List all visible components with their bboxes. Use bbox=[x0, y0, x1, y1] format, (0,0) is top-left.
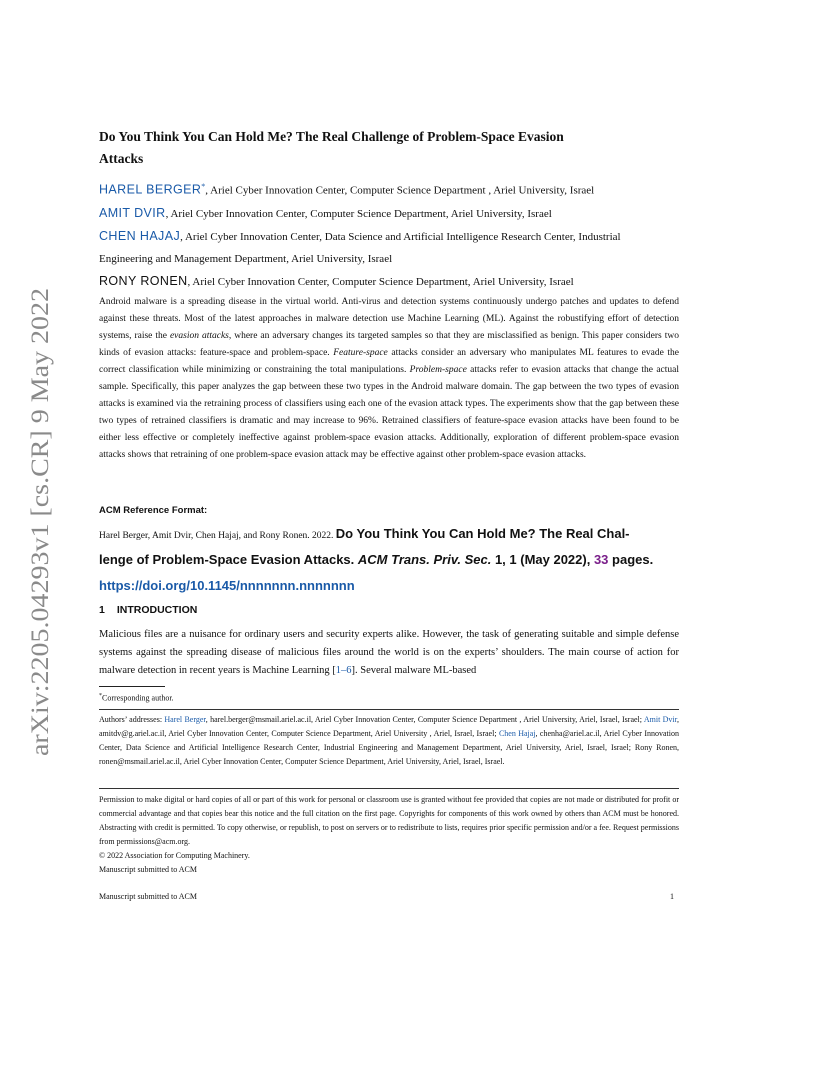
footnote-rule bbox=[99, 686, 165, 687]
section-heading bbox=[99, 604, 679, 616]
title-line-1: Do You Think You Can Hold Me? The Real Challenge of Problem-Space Evasion bbox=[99, 129, 564, 144]
address-text: , amitdv@g.ariel.ac.il, Ariel Cyber Innovation Center, Computer Science Department, Ariel University , Ariel, Israel, Israel; bbox=[99, 715, 679, 738]
abstract-text: attacks consider an adversary who manipulates ML features to evade the correct classification while minimizing or constraining the total manipulations. bbox=[99, 348, 679, 375]
acm-reference-authors: Harel Berger, Amit Dvir, Chen Hajaj, and Rony Ronen. 2022. bbox=[99, 531, 336, 541]
author-name-link[interactable]: AMIT DVIR bbox=[99, 205, 166, 220]
acm-reference-heading: ACM Reference Format: bbox=[99, 505, 208, 516]
address-name-link[interactable]: Amit Dvir bbox=[643, 715, 677, 724]
author-list bbox=[99, 176, 679, 293]
address-text: , chenha@ariel.ac.il, Ariel Cyber Innovation Center, Data Science and Artificial Intelligence Research Center, Industrial Engineering and Management Department, Ariel University, Ariel, Israel, Israel; Rony Ronen, ronen@msmail.ariel.ac.il, Ariel Cyber Innovation Center, Computer Science Department, Ariel University, Ariel, Israel, Israel. bbox=[99, 729, 680, 766]
section-number: 1 bbox=[99, 604, 105, 616]
acm-reference-pages-word: pages. bbox=[608, 552, 654, 567]
author-affiliation: , Ariel Cyber Innovation Center, Computer Science Department, Ariel University, Israel bbox=[165, 207, 552, 220]
intro-text: ]. Several malware ML-based bbox=[351, 665, 477, 676]
acm-reference-journal: ACM Trans. Priv. Sec. bbox=[357, 552, 492, 567]
author-affiliation: , Ariel Cyber Innovation Center, Computer Science Department, Ariel University, Israel bbox=[187, 275, 574, 288]
paper-title bbox=[99, 126, 679, 170]
address-name-link[interactable]: Chen Hajaj bbox=[498, 729, 536, 738]
arxiv-stamp-svg bbox=[18, 286, 58, 756]
acm-reference-volume: 1, 1 (May 2022), bbox=[491, 552, 594, 567]
abstract bbox=[99, 294, 679, 464]
permission-rule bbox=[99, 788, 679, 789]
author-affiliation: , Ariel Cyber Innovation Center, Data Science and Artificial Intelligence Research Center, Industrial bbox=[180, 230, 621, 243]
abstract-emphasis: Problem-space bbox=[409, 365, 467, 375]
footnote-text: Corresponding author. bbox=[102, 693, 174, 703]
page-number: 1 bbox=[670, 892, 674, 901]
title-line-2: Attacks bbox=[99, 151, 144, 166]
acm-reference-pages-link[interactable]: 33 bbox=[593, 552, 609, 567]
author-affiliation: , Ariel Cyber Innovation Center, Computer Science Department , Ariel University, Israel bbox=[205, 184, 595, 197]
abstract-emphasis: Feature-space bbox=[333, 348, 388, 358]
doi-link[interactable]: https://doi.org/10.1145/nnnnnnn.nnnnnnn bbox=[99, 578, 355, 593]
section-title: INTRODUCTION bbox=[116, 604, 198, 616]
author-addresses bbox=[99, 713, 679, 769]
permission-notice bbox=[99, 793, 679, 877]
author-entry bbox=[99, 225, 679, 248]
addresses-rule bbox=[99, 709, 679, 710]
abstract-text: attacks refer to evasion attacks that change the actual sample. Specifically, this paper analyzes the gap between these two types in the Android malware domain. The gap between the two types of evasion attacks is examined via the retraining process of classifiers using each one of the evasion attack types. The experiments show that the gap between these two types of retrained classifiers is dramatic and may increase to 96%. Retrained classifiers of feature-space evasion attacks have been found to be either less effective or completely ineffective against problem-space evasion attacks. Additionally, exploration of different problem-space evasion attacks shows that retraining of one problem-space evasion attack may be effective against other problem-space evasion attacks. bbox=[99, 365, 679, 460]
author-footnote-mark[interactable]: * bbox=[201, 182, 206, 191]
author-entry bbox=[99, 202, 679, 225]
address-text: , harel.berger@msmail.ariel.ac.il, Ariel Cyber Innovation Center, Computer Science Department , Ariel University, Ariel, Israel, Israel; bbox=[205, 715, 644, 724]
author-name-link[interactable]: CHEN HAJAJ bbox=[99, 228, 181, 243]
acm-reference bbox=[99, 522, 679, 600]
acm-reference-title: Do You Think You Can Hold Me? The Real Chal- bbox=[335, 526, 630, 541]
intro-text: Malicious files are a nuisance for ordinary users and security experts alike. However, the task of generating suitable and simple defense systems against the spreading disease of malicious files around the world is on the experts’ shoulders. The main course of action for malware detection in recent years is Machine Learning [ bbox=[99, 629, 679, 676]
footnote bbox=[99, 690, 679, 705]
addresses-lead: Authors’ addresses: bbox=[99, 715, 165, 724]
arxiv-stamp-text: arXiv:2205.04293v1 [cs.CR] 9 May 2022 bbox=[27, 337, 54, 756]
author-name: RONY RONEN bbox=[99, 273, 188, 288]
abstract-text: , where an adversary changes its targeted samples so that they are misclassified as benign. This paper considers two kinds of evasion attacks: feature-space and problem-space. bbox=[99, 331, 679, 358]
abstract-text: Android malware is a spreading disease in the virtual world. Anti-virus and detection systems continuously undergo patches and updates to defend against these threats. Most of the latest approaches in malware detection use Machine Learning (ML). Against the robustifying effort of detection systems, raise the bbox=[99, 297, 679, 341]
author-affiliation-continued: Engineering and Management Department, Ariel University, Israel bbox=[99, 252, 393, 265]
abstract-emphasis: evasion attacks bbox=[169, 331, 229, 341]
address-name-link[interactable]: Harel Berger bbox=[164, 715, 206, 724]
copyright-line: © 2022 Association for Computing Machinery. bbox=[99, 851, 250, 860]
introduction-paragraph bbox=[99, 626, 679, 680]
author-entry bbox=[99, 176, 679, 202]
arxiv-stamp bbox=[18, 286, 58, 756]
author-name-link[interactable]: HAREL BERGER bbox=[99, 182, 202, 197]
citation-link[interactable]: 1–6 bbox=[335, 665, 352, 676]
permission-text: Permission to make digital or hard copies of all or part of this work for personal or classroom use is granted without fee provided that copies are not made or distributed for profit or commercial advantage and that copies bear this notice and the full citation on the first page. Copyrights for components of this work owned by others than ACM must be honored. Abstracting with credit is permitted. To copy otherwise, or republish, to post on servers or to redistribute to lists, requires prior specific permission and/or a fee. Request permissions from permissions@acm.org. bbox=[99, 795, 679, 846]
footnote-mark: * bbox=[99, 693, 102, 699]
page-footer: Manuscript submitted to ACM bbox=[99, 892, 197, 901]
manuscript-line: Manuscript submitted to ACM bbox=[99, 865, 197, 874]
author-entry bbox=[99, 270, 679, 293]
acm-reference-title-cont: lenge of Problem-Space Evasion Attacks. bbox=[99, 552, 358, 567]
